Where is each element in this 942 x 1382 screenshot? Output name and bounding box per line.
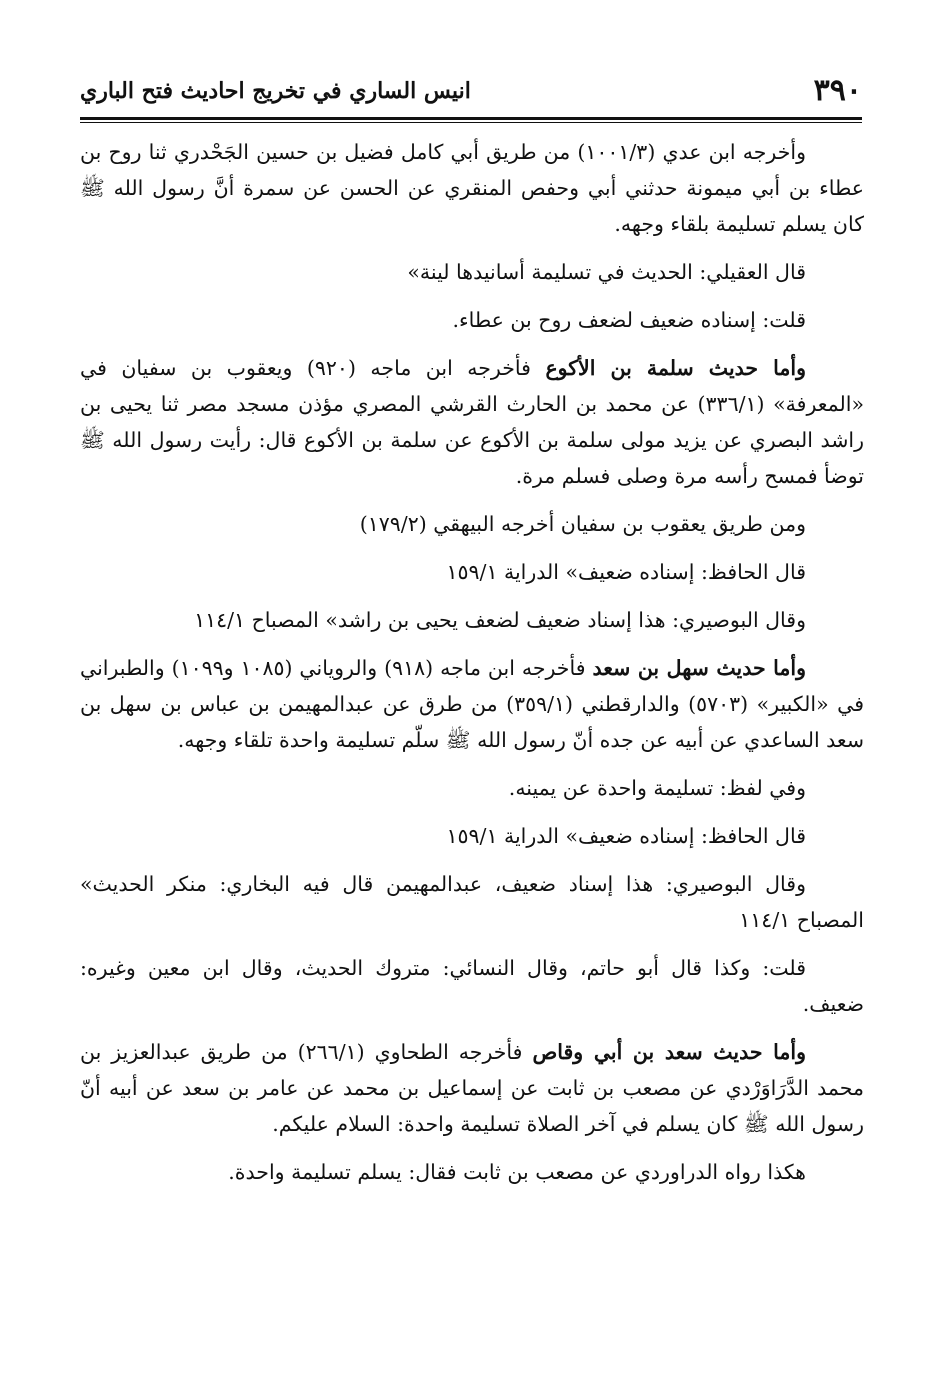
paragraph-text: وقال البوصيري: هذا إسناد ضعيف، عبدالمهيمن قال فيه البخاري: منكر الحديث» المصباح ١١٤/١ (80, 872, 864, 932)
paragraph-lead: وأما حديث سلمة بن الأكوع (545, 356, 806, 380)
paragraph (80, 950, 864, 1022)
paragraph-text: ومن طريق يعقوب بن سفيان أخرجه البيهقي (١٧٩/٢) (359, 512, 806, 536)
paragraph-text: هكذا رواه الدراوردي عن مصعب بن ثابت فقال: يسلم تسليمة واحدة. (228, 1160, 806, 1184)
paragraph (80, 134, 864, 242)
paragraph (80, 350, 864, 494)
header-rule (80, 117, 862, 120)
paragraph-text: فأخرجه ابن ماجه (٩٢٠) ويعقوب بن سفيان في «المعرفة» (٣٣٦/١) عن محمد بن الحارث القرشي المصري مؤذن مسجد مصر ثنا يحيى بن راشد البصري عن يزيد مولى سلمة بن الأكوع عن سلمة بن الأكوع قال: رأيت رسول الله ﷺ توضأ فمسح رأسه مرة وصلى فسلم مرة. (80, 356, 864, 488)
paragraph (80, 1154, 864, 1190)
paragraph-text: قال الحافظ: إسناده ضعيف» الدراية ١٥٩/١ (446, 560, 806, 584)
paragraph (80, 254, 864, 290)
paragraph (80, 818, 864, 854)
body-text (80, 134, 864, 1202)
paragraph-text: قال العقيلي: الحديث في تسليمة أسانيدها لينة» (407, 260, 806, 284)
paragraph (80, 602, 864, 638)
paragraph (80, 506, 864, 542)
paragraph (80, 554, 864, 590)
paragraph-text: وقال البوصيري: هذا إسناد ضعيف لضعف يحيى بن راشد» المصباح ١١٤/١ (194, 608, 806, 632)
page-number: ٣٩٠ (813, 73, 862, 108)
paragraph-text: قلت: إسناده ضعيف لضعف روح بن عطاء. (452, 308, 806, 332)
page-header (80, 74, 862, 110)
running-title: انيس الساري في تخريج احاديث فتح الباري (80, 78, 471, 104)
header-rule-thin (80, 122, 862, 123)
paragraph-lead: وأما حديث سهل بن سعد (592, 656, 806, 680)
paragraph (80, 866, 864, 938)
paragraph-text: قال الحافظ: إسناده ضعيف» الدراية ١٥٩/١ (446, 824, 806, 848)
paragraph-text: فأخرجه الطحاوي (٢٦٦/١) من طريق عبدالعزيز بن محمد الدَّرَاوَرْدي عن مصعب بن ثابت عن إسماعيل بن محمد عن عامر بن سعد عن أبيه أنّ رسول الله ﷺ كان يسلم في آخر الصلاة تسليمة واحدة: السلام عليكم. (80, 1040, 864, 1136)
paragraph (80, 650, 864, 758)
paragraph-text: وفي لفظ: تسليمة واحدة عن يمينه. (508, 776, 806, 800)
paragraph (80, 302, 864, 338)
paragraph (80, 770, 864, 806)
paragraph-lead: وأما حديث سعد بن أبي وقاص (532, 1040, 806, 1064)
paragraph-text: قلت: وكذا قال أبو حاتم، وقال النسائي: متروك الحديث، وقال ابن معين وغيره: ضعيف. (80, 956, 864, 1016)
paragraph (80, 1034, 864, 1142)
paragraph-text: فأخرجه ابن ماجه (٩١٨) والروياني (١٠٨٥ و١٠٩٩) والطبراني في «الكبير» (٥٧٠٣) والدارقطني (٣٥٩/١) من طرق عن عبدالمهيمن بن عباس بن سهل بن سعد الساعدي عن أبيه عن جده أنّ رسول الله ﷺ سلّم تسليمة واحدة تلقاء وجهه. (80, 656, 865, 752)
paragraph-text: وأخرجه ابن عدي (١٠٠١/٣) من طريق أبي كامل فضيل بن حسين الجَحْدري ثنا روح بن عطاء بن أبي ميمونة حدثني أبي وحفص المنقري عن الحسن عن سمرة أنَّ رسول الله ﷺ كان يسلم تسليمة بلقاء وجهه. (80, 140, 864, 236)
